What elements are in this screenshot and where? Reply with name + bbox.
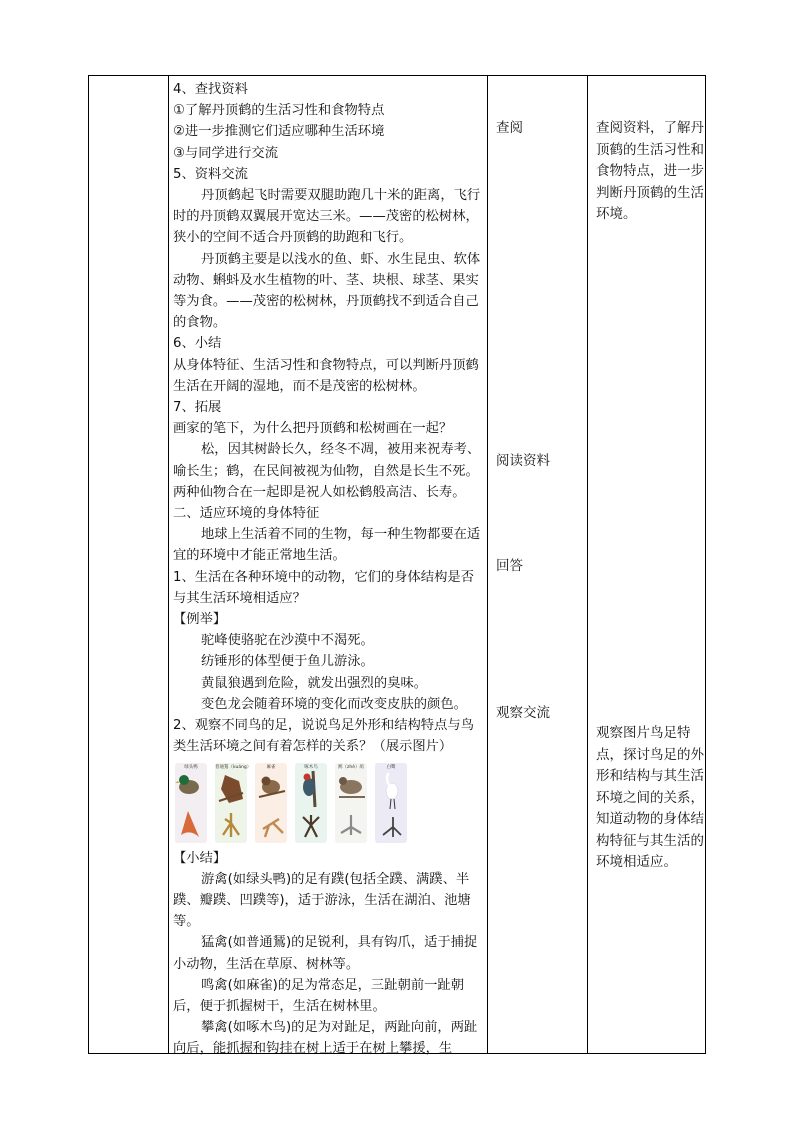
bird-card-mallard	[175, 763, 207, 843]
bird-card-sparrow	[255, 763, 287, 843]
question: 1、生活在各种环境中的动物，它们的身体结构是否与其生活环境相适应？	[173, 569, 474, 606]
bird-label: 啄木鸟	[304, 764, 318, 770]
section-title: 7、拓展	[173, 400, 222, 416]
ground-foot-icon	[335, 763, 367, 843]
example-item: 纺锤形的体型便于鱼儿游泳。	[201, 654, 374, 670]
summary-item: 游禽(如绿头鸭)的足有蹼(包括全蹼、满蹼、半蹼、瓣蹼、凹蹼等)，适于游泳，生活在湖泊、池塘等。	[173, 871, 471, 930]
zygodactyl-foot-icon	[295, 763, 327, 843]
paragraph: 地球上生活着不同的生物，每一种生物都要在适宜的环境中才能正常地生活。	[173, 527, 481, 564]
example-item: 驼峰使骆驼在沙漠中不渴死。	[201, 633, 374, 649]
question: 画家的笔下，为什么把丹顶鹤和松树画在一起？	[173, 421, 453, 437]
bird-card-partridge	[335, 763, 367, 843]
activity-answer: 回答	[496, 558, 523, 574]
summary-title: 【小结】	[173, 850, 227, 866]
activity-observe: 观察交流	[496, 705, 550, 721]
bird-card-woodpecker	[295, 763, 327, 843]
column-divider	[487, 76, 488, 1053]
bird-label: 普通鵟（kuáng）	[215, 764, 252, 770]
section-title: 4、查找资料	[173, 82, 248, 97]
summary-item: 攀禽(如啄木鸟)的足为对趾足，两趾向前，两趾向后，能抓握和钩挂在树上适于在树上攀援，生	[173, 1020, 478, 1057]
list-item: ②进一步推测它们适应哪种生活环境	[173, 124, 385, 140]
section-title: 5、资料交流	[173, 166, 248, 182]
column-divider	[587, 76, 588, 1053]
list-item: ③与同学进行交流	[173, 145, 278, 161]
duck-foot-icon	[175, 763, 207, 843]
example-item: 变色龙会随着环境的变化而改变皮肤的颜色。	[201, 696, 467, 712]
intent-text: 查阅资料，了解丹顶鹤的生活习性和食物特点，进一步判断丹顶鹤的生活环境。	[596, 120, 704, 222]
activity-read: 阅读资料	[496, 453, 550, 469]
teaching-content-column	[169, 76, 487, 1057]
lesson-table	[88, 75, 706, 1057]
summary-item: 猛禽(如普通鵟)的足锐利，具有钩爪，适于捕捉小动物，生活在草原、树林等。	[173, 935, 478, 972]
student-activity-column	[494, 76, 584, 1053]
question: 2、观察不同鸟的足，说说鸟足外形和结构特点与鸟类生活环境之间有着怎样的关系？（展示图片）	[173, 718, 474, 755]
summary-item: 鸣禽(如麻雀)的足为常态足，三趾朝前一趾朝后，便于抓握树干，生活在树林里。	[173, 977, 465, 1014]
empty-left-column	[89, 76, 168, 1053]
perching-foot-icon	[255, 763, 287, 843]
bird-card-buzzard	[215, 763, 252, 843]
bird-card-egret	[375, 763, 407, 843]
activity-lookup: 查阅	[496, 120, 523, 136]
list-item: ①了解丹顶鹤的生活习性和食物特点	[173, 103, 385, 119]
paragraph: 丹顶鹤起飞时需要双腿助跑几十米的距离，飞行时的丹顶鹤双翼展开宽达三米。——茂密的松树林，狭小的空间不适合丹顶鹤的助跑和飞行。	[173, 188, 481, 246]
wading-foot-icon	[375, 763, 407, 843]
paragraph: 松，因其树龄长久，经冬不凋，被用来祝寿考、喻长生；鹤，在民间被视为仙物，自然是长生不死。两种仙物合在一起即是祝人如松鹤般高洁、长寿。	[173, 442, 481, 500]
bird-label: 鹧（zhè）鸪	[338, 764, 364, 770]
bird-label: 绿头鸭	[184, 764, 198, 770]
paragraph: 从身体特征、生活习性和食物特点，可以判断丹顶鹤生活在开阔的湿地，而不是茂密的松树林。	[173, 357, 479, 394]
bird-label: 麻雀	[266, 764, 276, 770]
bird-label: 白鹭	[386, 764, 396, 770]
design-intent-column	[594, 76, 706, 1053]
intent-text: 观察图片鸟足特点，探讨鸟足的外形和结构与其生活环境之间的关系，知道动物的身体结构特征与其生活的环境相适应。	[596, 725, 704, 870]
section-title: 二、适应环境的身体特征	[173, 506, 320, 522]
paragraph: 丹顶鹤主要是以浅水的鱼、虾、水生昆虫、软体动物、蝌蚪及水生植物的叶、茎、块根、球茎、果实等为食。——茂密的松树林，丹顶鹤找不到适合自己的食物。	[173, 251, 481, 331]
example-title: 【例举】	[173, 612, 227, 628]
example-item: 黄鼠狼遇到危险，就发出强烈的臭味。	[201, 675, 428, 691]
talon-icon	[215, 763, 252, 843]
bird-feet-images	[175, 763, 485, 843]
section-title: 6、小结	[173, 336, 222, 352]
